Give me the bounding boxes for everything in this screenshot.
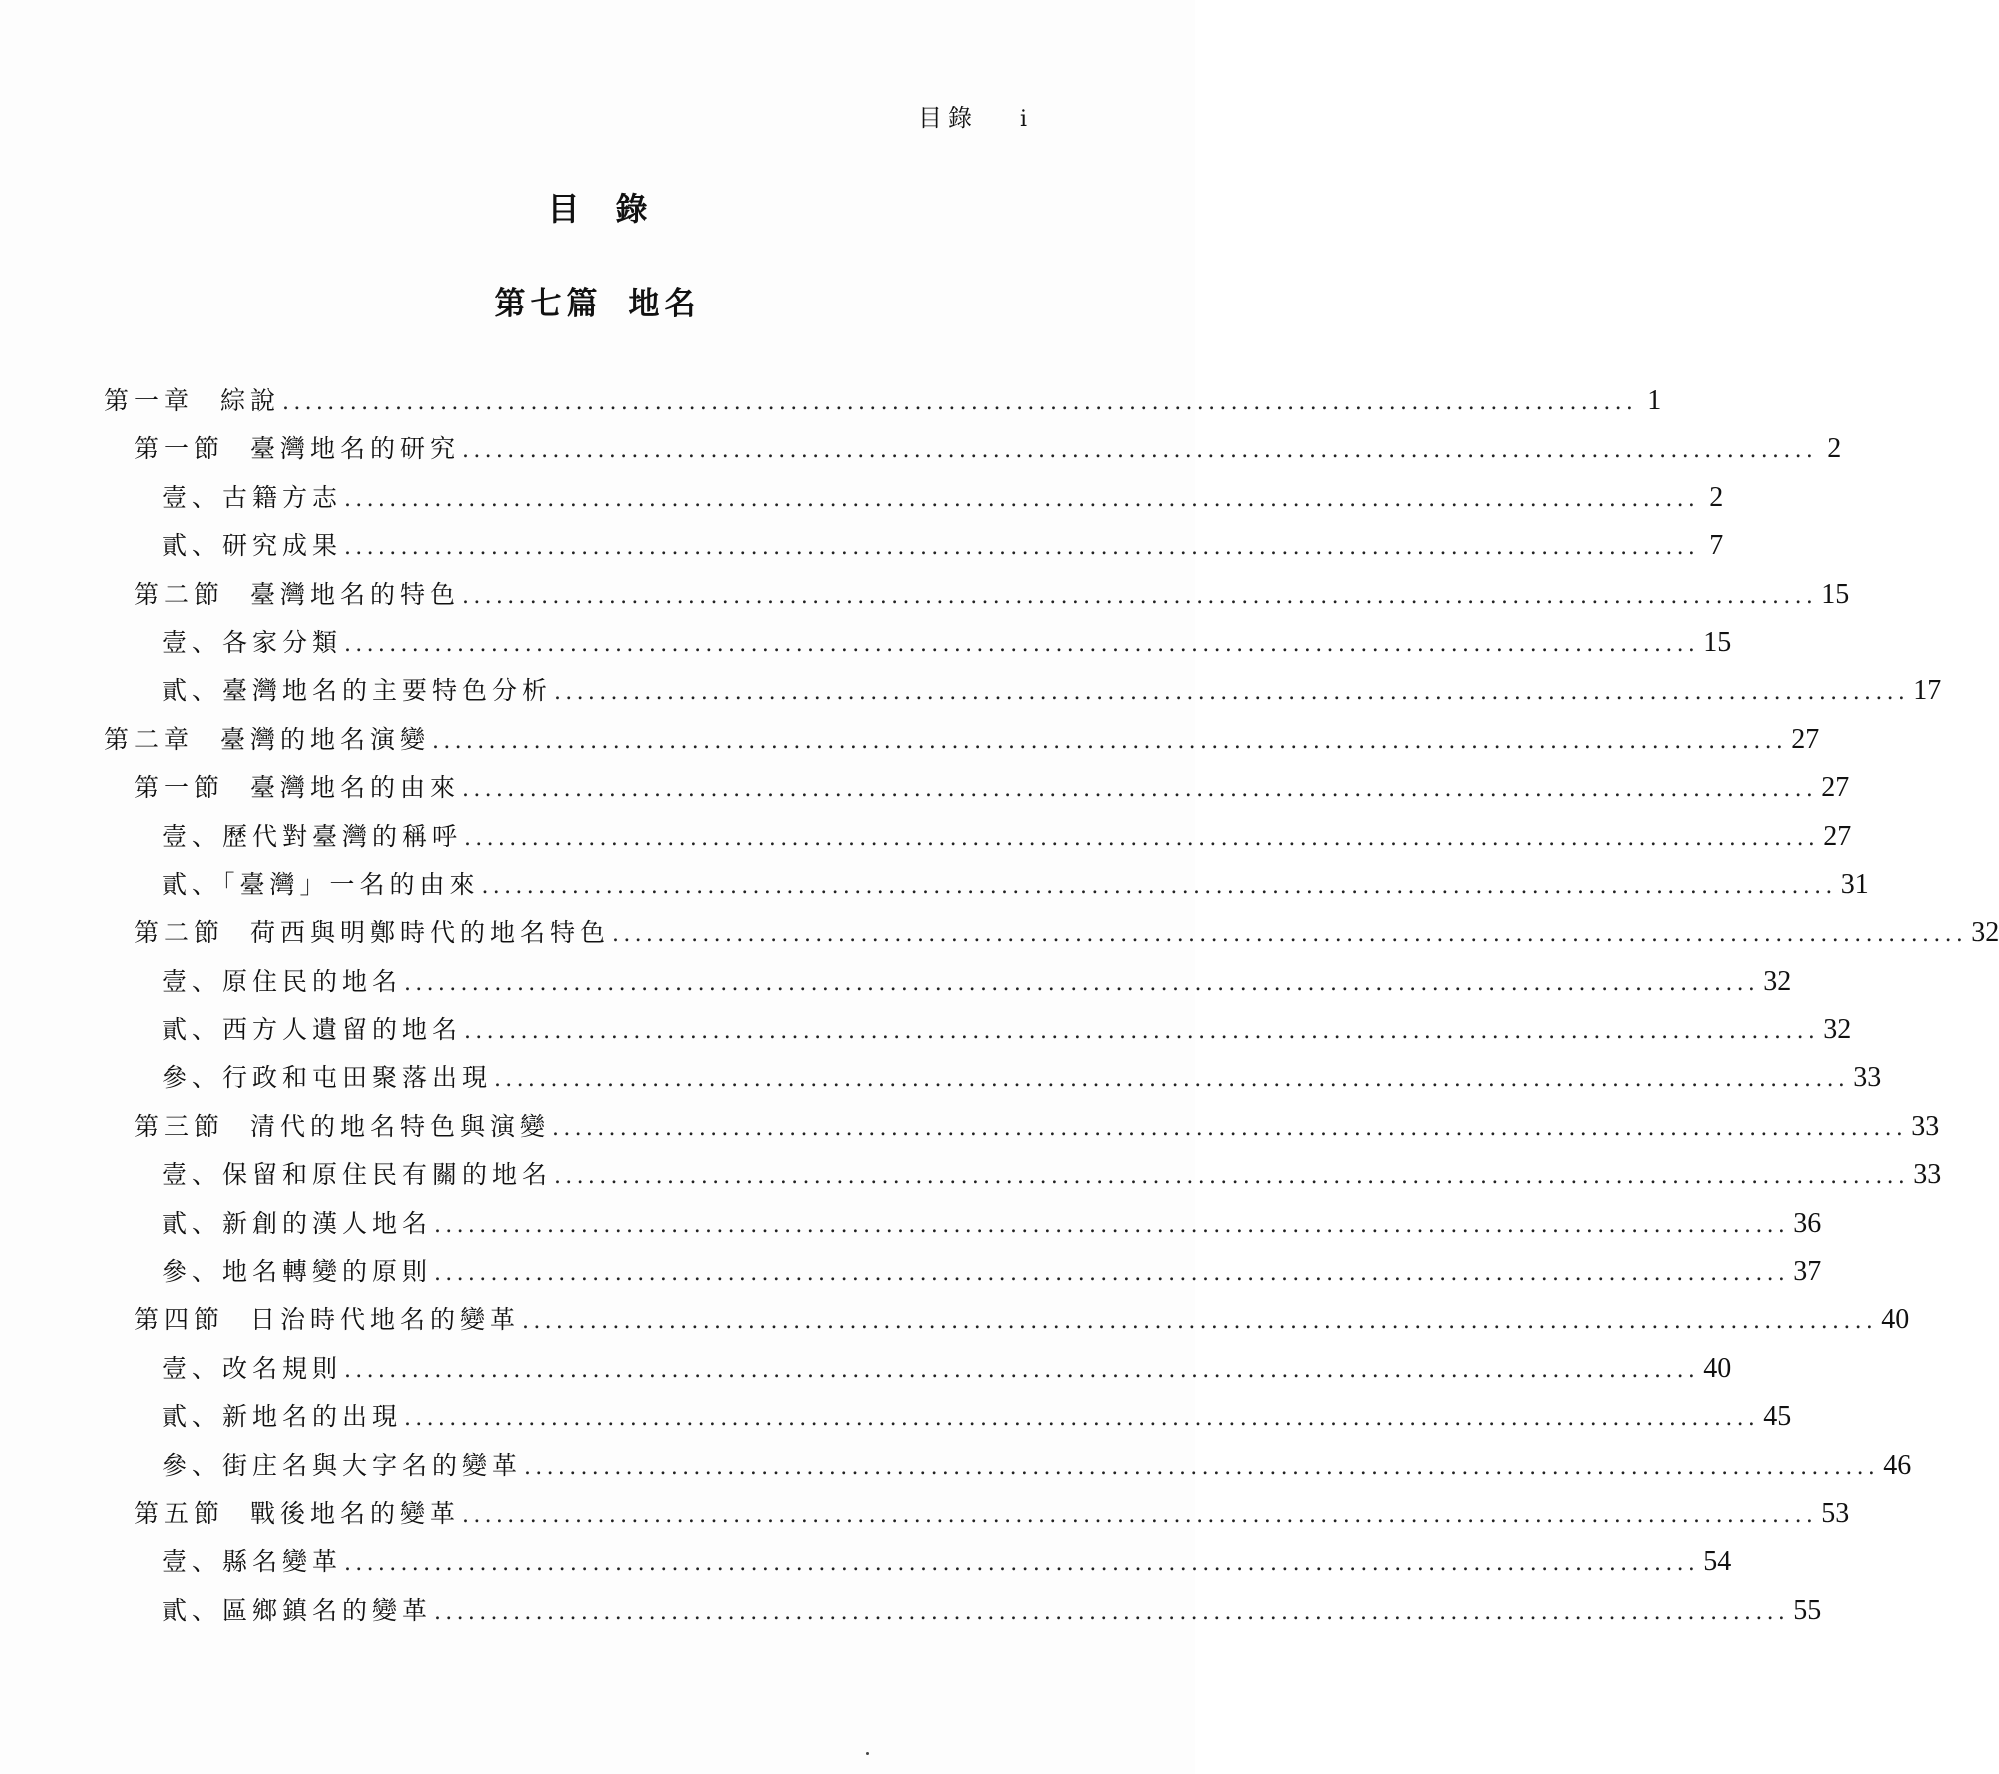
toc-entry-label	[134, 1490, 460, 1538]
toc-entry-title: 壹、古籍方志	[162, 482, 343, 512]
toc-entry[interactable]	[104, 1054, 1882, 1102]
toc-entry-prefix: 第四節	[134, 1305, 225, 1335]
toc-entry-page-number: 33	[1911, 1110, 1940, 1142]
toc-entry-label	[162, 667, 552, 715]
toc-entry[interactable]	[104, 667, 1942, 715]
toc-entry-page-number: 27	[1791, 723, 1820, 755]
toc-entry-page-number: 2	[1709, 481, 1724, 513]
dot-leader: ........................................................................................................................	[494, 1067, 1850, 1093]
dot-leader: ........................................................................................................................	[612, 922, 1968, 948]
toc-entry-title: 荷西與明鄭時代的地名特色	[250, 918, 611, 948]
toc-entry-page-number: 33	[1853, 1062, 1882, 1094]
toc-entry[interactable]	[104, 1490, 1850, 1538]
part-title	[0, 278, 1195, 323]
toc-entry-page-number: 33	[1913, 1159, 1942, 1191]
toc-entry-label	[162, 1393, 402, 1441]
dot-leader: ........................................................................................................................	[462, 1502, 1818, 1528]
toc-entry[interactable]	[104, 1442, 1912, 1490]
part-number: 第七篇	[494, 286, 603, 322]
toc-entry-page-number: 31	[1840, 868, 1869, 900]
toc-entry[interactable]	[104, 522, 1724, 570]
toc-entry-title: 參、地名轉變的原則	[162, 1257, 433, 1287]
toc-entry-page-number: 15	[1821, 578, 1850, 610]
toc-entry[interactable]	[104, 1393, 1792, 1441]
toc-entry-label	[162, 958, 402, 1006]
toc-entry[interactable]	[104, 861, 1869, 909]
toc-entry-page-number: 36	[1793, 1207, 1822, 1239]
toc-entry-page-number: 53	[1821, 1497, 1850, 1529]
toc-entry-title: 參、街庄名與大字名的變革	[162, 1450, 523, 1480]
toc-entry-label	[162, 861, 480, 909]
toc-entry-label	[134, 909, 610, 957]
toc-entry-label	[162, 522, 342, 570]
toc-entry-title: 日治時代地名的變革	[250, 1305, 521, 1335]
toc-entry-title: 壹、保留和原住民有關的地名	[162, 1160, 553, 1190]
toc-entry-title: 貳、新創的漢人地名	[162, 1208, 433, 1238]
dot-leader: ........................................................................................................................	[464, 1019, 1820, 1045]
toc-entry-title: 臺灣的地名演變	[220, 724, 431, 754]
toc-entry-title: 清代的地名特色與演變	[250, 1111, 551, 1141]
toc-entry-title: 臺灣地名的研究	[250, 434, 461, 464]
toc-entry-prefix: 第一節	[134, 773, 225, 803]
toc-entry-label	[162, 813, 462, 861]
toc-entry[interactable]	[104, 425, 1842, 473]
toc-entry-page-number: 7	[1709, 530, 1724, 562]
toc-entry-label	[162, 1054, 492, 1102]
toc-list	[104, 377, 1999, 1635]
toc-entry-label	[162, 1345, 342, 1393]
dot-leader: ........................................................................................................................	[481, 873, 1837, 899]
toc-entry-label	[162, 1006, 462, 1054]
toc-entry-page-number: 17	[1913, 675, 1942, 707]
toc-entry-page-number: 15	[1703, 626, 1732, 658]
toc-entry-label	[162, 1248, 432, 1296]
toc-entry[interactable]	[104, 1538, 1732, 1586]
toc-entry-prefix: 第二章	[104, 724, 195, 754]
dot-leader: ........................................................................................................................	[462, 777, 1818, 803]
running-header-page-number: i	[1019, 107, 1027, 132]
toc-entry-title: 貳、「臺灣」一名的由來	[162, 869, 480, 899]
dot-leader: ........................................................................................................................	[522, 1309, 1878, 1335]
toc-entry-label	[104, 377, 280, 425]
dot-leader: ........................................................................................................................	[404, 970, 1760, 996]
toc-entry-label	[162, 474, 342, 522]
part-name: 地名	[628, 286, 701, 322]
toc-entry[interactable]	[104, 1200, 1822, 1248]
toc-entry-page-number: 40	[1703, 1352, 1732, 1384]
dot-leader: ........................................................................................................................	[432, 728, 1788, 754]
toc-entry-label	[134, 1296, 520, 1344]
dot-leader: ........................................................................................................................	[434, 1261, 1790, 1287]
toc-entry-title: 壹、縣名變革	[162, 1547, 343, 1577]
dot-leader: ........................................................................................................................	[462, 583, 1818, 609]
dot-leader: ........................................................................................................................	[434, 1212, 1790, 1238]
toc-entry[interactable]	[104, 764, 1850, 812]
toc-entry-title: 貳、臺灣地名的主要特色分析	[162, 676, 553, 706]
toc-entry-label	[134, 764, 460, 812]
dot-leader: ........................................................................................................................	[552, 1115, 1908, 1141]
toc-entry-title: 綜說	[220, 386, 281, 415]
toc-entry-title: 貳、西方人遺留的地名	[162, 1015, 463, 1045]
toc-entry-prefix: 第二節	[134, 918, 225, 948]
toc-entry[interactable]	[104, 909, 1999, 957]
dot-leader: ........................................................................................................................	[434, 1599, 1790, 1625]
toc-entry-title: 貳、區鄉鎮名的變革	[162, 1595, 433, 1625]
toc-entry-title: 壹、各家分類	[162, 627, 343, 657]
toc-entry-title: 壹、改名規則	[162, 1353, 343, 1383]
dot-leader: ........................................................................................................................	[344, 535, 1700, 561]
dot-leader: ........................................................................................................................	[344, 1551, 1700, 1577]
toc-entry[interactable]	[104, 1151, 1942, 1199]
toc-entry-label	[162, 1538, 342, 1586]
dot-leader: ........................................................................................................................	[554, 1164, 1910, 1190]
toc-entry[interactable]	[104, 1103, 1940, 1151]
toc-entry-page-number: 32	[1971, 917, 1999, 949]
toc-entry-page-number: 40	[1881, 1304, 1910, 1336]
toc-entry[interactable]	[104, 571, 1850, 619]
toc-entry-title: 壹、歷代對臺灣的稱呼	[162, 821, 463, 851]
toc-entry-page-number: 37	[1793, 1256, 1822, 1288]
toc-title: 目錄	[547, 190, 684, 228]
running-header	[918, 98, 1027, 133]
toc-entry-prefix: 第一章	[104, 386, 195, 415]
toc-entry-page-number: 1	[1647, 385, 1662, 416]
dot-leader: ........................................................................................................................	[282, 390, 1638, 415]
toc-entry[interactable]	[104, 1345, 1732, 1393]
toc-entry-prefix: 第五節	[134, 1498, 225, 1528]
dot-leader: ........................................................................................................................	[464, 825, 1820, 851]
dot-leader: ........................................................................................................................	[344, 486, 1700, 512]
toc-entry-title: 參、行政和屯田聚落出現	[162, 1063, 493, 1093]
toc-entry[interactable]	[104, 716, 1820, 764]
dot-leader: ........................................................................................................................	[344, 1357, 1700, 1383]
toc-entry-label	[104, 716, 430, 764]
toc-entry-page-number: 45	[1763, 1401, 1792, 1433]
dot-leader: ........................................................................................................................	[554, 680, 1910, 706]
running-header-title: 目錄	[917, 104, 978, 132]
toc-entry-page-number: 27	[1821, 772, 1850, 804]
dot-leader: ........................................................................................................................	[344, 631, 1700, 657]
toc-entry[interactable]	[104, 474, 1724, 522]
dot-leader: ........................................................................................................................	[404, 1406, 1760, 1432]
toc-entry-label	[134, 425, 460, 473]
toc-entry[interactable]	[104, 1296, 1910, 1344]
toc-entry-title: 壹、原住民的地名	[162, 966, 403, 996]
scan-speck	[866, 1752, 869, 1755]
toc-entry[interactable]	[104, 1006, 1852, 1054]
dot-leader: ........................................................................................................................	[524, 1454, 1880, 1480]
toc-entry-title: 戰後地名的變革	[250, 1498, 461, 1528]
toc-entry[interactable]	[104, 813, 1852, 861]
toc-entry-page-number: 27	[1823, 820, 1852, 852]
toc-entry[interactable]	[104, 1587, 1822, 1635]
toc-entry[interactable]	[104, 1248, 1822, 1296]
toc-entry-page-number: 46	[1883, 1449, 1912, 1481]
toc-entry-title: 臺灣地名的由來	[250, 773, 461, 803]
toc-entry-title: 貳、新地名的出現	[162, 1402, 403, 1432]
toc-entry[interactable]	[104, 619, 1732, 667]
toc-entry[interactable]	[104, 958, 1792, 1006]
toc-entry-page-number: 32	[1823, 1014, 1852, 1046]
toc-entry-prefix: 第三節	[134, 1111, 225, 1141]
toc-entry-title: 臺灣地名的特色	[250, 579, 461, 609]
toc-entry-label	[134, 571, 460, 619]
toc-entry-prefix: 第一節	[134, 434, 225, 464]
toc-entry-label	[162, 1151, 552, 1199]
toc-entry[interactable]	[104, 377, 1662, 425]
toc-entry-title: 貳、研究成果	[162, 531, 343, 561]
toc-entry-page-number: 2	[1827, 433, 1842, 465]
toc-entry-label	[162, 1442, 522, 1490]
toc-entry-label	[162, 1200, 432, 1248]
toc-entry-page-number: 54	[1703, 1546, 1732, 1578]
toc-entry-label	[162, 1587, 432, 1635]
toc-entry-label	[162, 619, 342, 667]
toc-entry-page-number: 55	[1793, 1594, 1822, 1626]
dot-leader: ........................................................................................................................	[462, 438, 1818, 464]
toc-entry-label	[134, 1103, 550, 1151]
toc-entry-prefix: 第二節	[134, 579, 225, 609]
toc-entry-page-number: 32	[1763, 965, 1792, 997]
